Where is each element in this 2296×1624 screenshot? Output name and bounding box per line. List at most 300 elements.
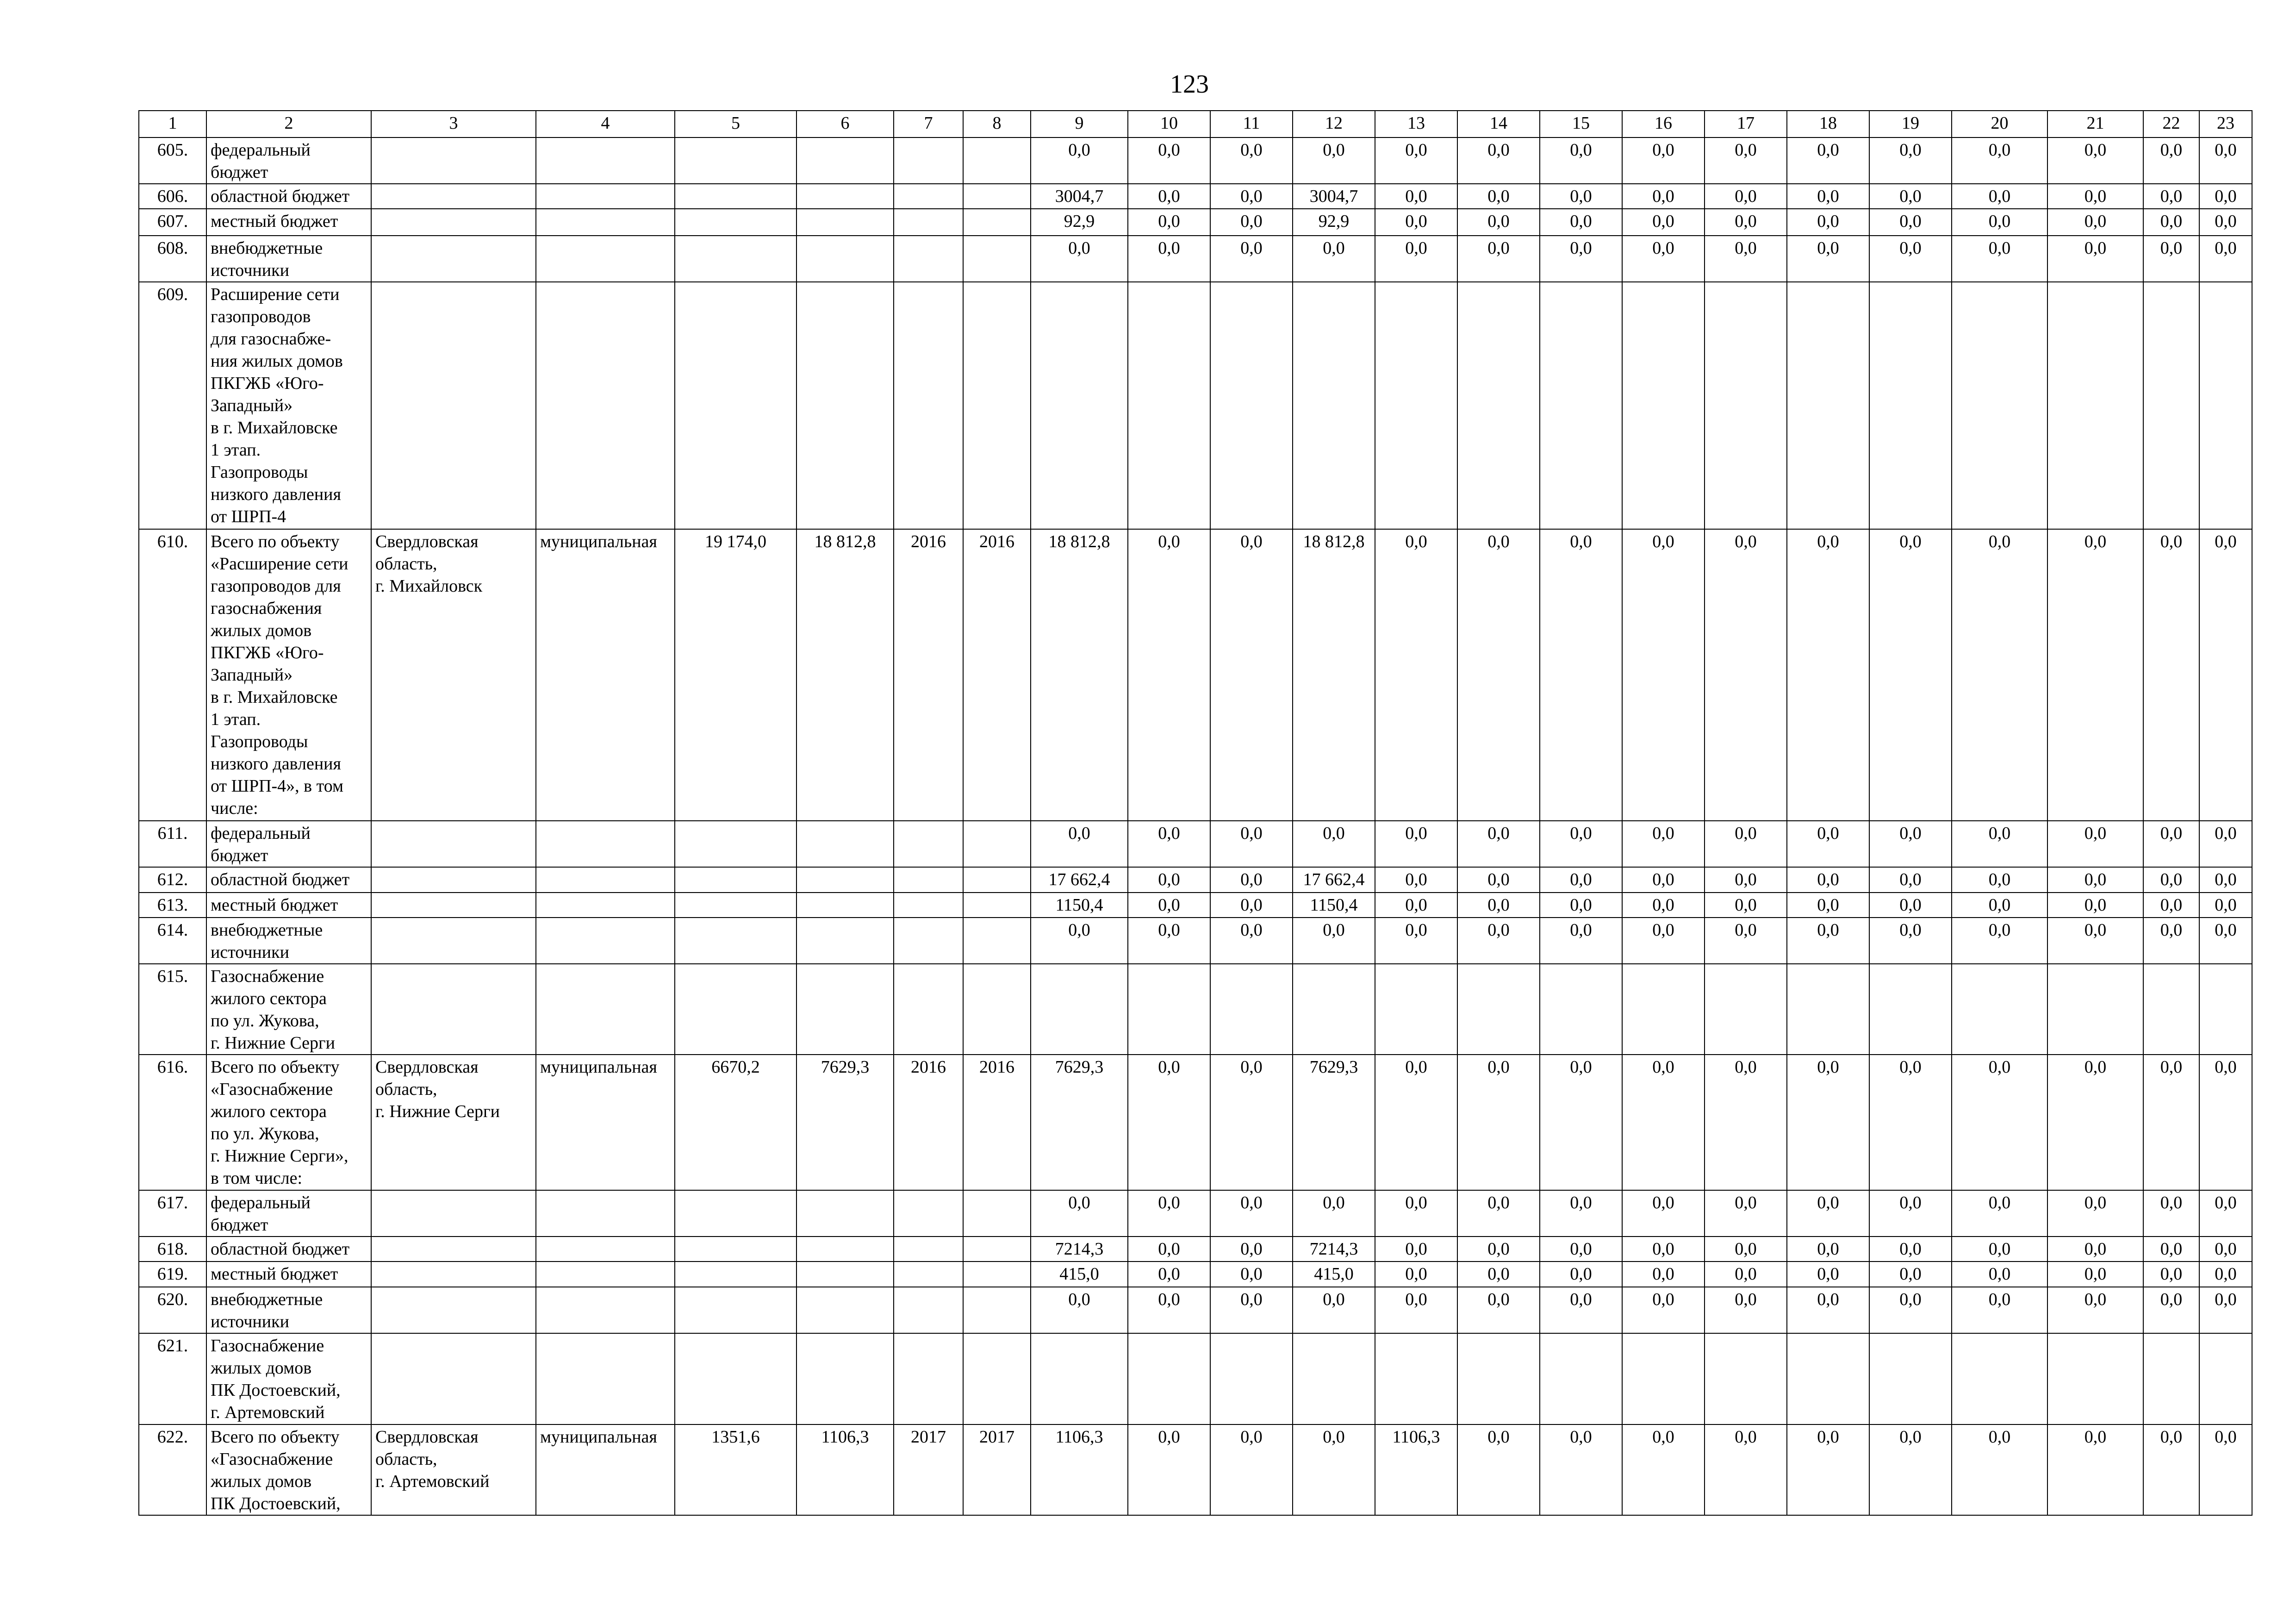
location: Свердловская область, г. Артемовский <box>371 1424 536 1515</box>
value-cell: 0,0 <box>1210 209 1293 236</box>
value-cell: 0,0 <box>1210 893 1293 918</box>
value-cell: 7214,3 <box>1293 1237 1375 1262</box>
row-name: областной бюджет <box>206 184 371 209</box>
col8-year <box>963 1237 1031 1262</box>
row-number: 620. <box>139 1287 206 1333</box>
column-header: 23 <box>2199 111 2252 137</box>
value-cell: 0,0 <box>1952 1190 2047 1237</box>
value-cell: 3004,7 <box>1031 184 1128 209</box>
col7-year: 2017 <box>894 1424 963 1515</box>
row-name: внебюджетные источники <box>206 1287 371 1333</box>
value-cell: 0,0 <box>1869 137 1952 184</box>
value-cell: 0,0 <box>1293 918 1375 964</box>
value-cell: 0,0 <box>2047 1262 2143 1287</box>
value-cell: 0,0 <box>1210 184 1293 209</box>
value-cell: 18 812,8 <box>1293 529 1375 821</box>
value-cell: 0,0 <box>1869 1262 1952 1287</box>
location: Свердловская область, г. Михайловск <box>371 529 536 821</box>
value-cell: 0,0 <box>2199 529 2252 821</box>
column-header: 13 <box>1375 111 1457 137</box>
value-cell: 0,0 <box>2199 1424 2252 1515</box>
table-row <box>139 893 2252 918</box>
value-cell: 0,0 <box>2143 1262 2199 1287</box>
value-cell: 0,0 <box>1705 1424 1787 1515</box>
value-cell: 0,0 <box>2199 821 2252 867</box>
value-cell: 92,9 <box>1031 209 1128 236</box>
column-header: 15 <box>1540 111 1622 137</box>
value-cell: 0,0 <box>1952 1055 2047 1190</box>
value-cell: 0,0 <box>1375 821 1457 867</box>
value-cell: 0,0 <box>1787 529 1869 821</box>
value-cell: 0,0 <box>1787 236 1869 282</box>
col6-value <box>796 236 894 282</box>
value-cell: 0,0 <box>1540 137 1622 184</box>
value-cell: 0,0 <box>1787 918 1869 964</box>
value-cell: 0,0 <box>2047 137 2143 184</box>
col7-year <box>894 184 963 209</box>
table-row <box>139 529 2252 821</box>
value-cell <box>1952 1333 2047 1424</box>
value-cell: 0,0 <box>1622 209 1705 236</box>
value-cell: 0,0 <box>1787 1262 1869 1287</box>
location <box>371 1237 536 1262</box>
value-cell: 0,0 <box>2047 918 2143 964</box>
value-cell: 0,0 <box>1787 1287 1869 1333</box>
row-name: Всего по объекту «Газоснабжение жилого сектора по ул. Жукова, г. Нижние Серги», в том числе: <box>206 1055 371 1190</box>
value-cell: 0,0 <box>1705 184 1787 209</box>
col5-value: 1351,6 <box>675 1424 796 1515</box>
value-cell: 0,0 <box>1540 1287 1622 1333</box>
value-cell: 0,0 <box>1540 209 1622 236</box>
value-cell: 0,0 <box>1705 821 1787 867</box>
value-cell: 0,0 <box>1128 184 1210 209</box>
col8-year <box>963 1190 1031 1237</box>
value-cell: 0,0 <box>2199 918 2252 964</box>
value-cell: 0,0 <box>1705 137 1787 184</box>
value-cell <box>1787 964 1869 1055</box>
value-cell: 0,0 <box>1622 867 1705 893</box>
value-cell <box>1210 1333 1293 1424</box>
row-name: федеральный бюджет <box>206 1190 371 1237</box>
col7-year <box>894 236 963 282</box>
ownership <box>536 964 675 1055</box>
value-cell: 0,0 <box>2143 1190 2199 1237</box>
value-cell <box>1457 282 1540 529</box>
col7-year <box>894 893 963 918</box>
col5-value <box>675 918 796 964</box>
ownership <box>536 1237 675 1262</box>
value-cell: 0,0 <box>1210 918 1293 964</box>
value-cell: 0,0 <box>1210 1262 1293 1287</box>
value-cell: 0,0 <box>1128 1055 1210 1190</box>
value-cell: 0,0 <box>1457 137 1540 184</box>
column-header: 10 <box>1128 111 1210 137</box>
col6-value: 18 812,8 <box>796 529 894 821</box>
value-cell: 0,0 <box>1869 1190 1952 1237</box>
table-row <box>139 184 2252 209</box>
table-row <box>139 236 2252 282</box>
col6-value <box>796 1190 894 1237</box>
table-row <box>139 964 2252 1055</box>
value-cell <box>1705 1333 1787 1424</box>
value-cell: 3004,7 <box>1293 184 1375 209</box>
value-cell: 0,0 <box>1375 1287 1457 1333</box>
ownership <box>536 1190 675 1237</box>
value-cell: 0,0 <box>1622 1262 1705 1287</box>
column-header: 12 <box>1293 111 1375 137</box>
value-cell <box>1210 964 1293 1055</box>
table-row <box>139 821 2252 867</box>
value-cell: 0,0 <box>2047 1287 2143 1333</box>
table-row <box>139 1055 2252 1190</box>
col8-year: 2017 <box>963 1424 1031 1515</box>
value-cell: 0,0 <box>1210 236 1293 282</box>
col6-value <box>796 821 894 867</box>
value-cell: 0,0 <box>1210 1237 1293 1262</box>
value-cell <box>1622 1333 1705 1424</box>
row-number: 615. <box>139 964 206 1055</box>
value-cell: 0,0 <box>1457 1237 1540 1262</box>
value-cell: 0,0 <box>2143 236 2199 282</box>
value-cell: 0,0 <box>1622 1424 1705 1515</box>
row-number: 608. <box>139 236 206 282</box>
location <box>371 1262 536 1287</box>
value-cell: 0,0 <box>2047 1190 2143 1237</box>
col5-value <box>675 137 796 184</box>
col8-year: 2016 <box>963 1055 1031 1190</box>
value-cell: 0,0 <box>2047 821 2143 867</box>
col6-value <box>796 137 894 184</box>
col7-year <box>894 918 963 964</box>
value-cell: 0,0 <box>1952 918 2047 964</box>
location <box>371 918 536 964</box>
value-cell: 0,0 <box>1869 209 1952 236</box>
col5-value <box>675 1333 796 1424</box>
col8-year <box>963 1287 1031 1333</box>
ownership <box>536 209 675 236</box>
value-cell: 0,0 <box>1128 867 1210 893</box>
ownership <box>536 1287 675 1333</box>
value-cell: 0,0 <box>1869 529 1952 821</box>
col6-value <box>796 282 894 529</box>
value-cell: 0,0 <box>2199 1287 2252 1333</box>
value-cell: 0,0 <box>2199 236 2252 282</box>
value-cell: 0,0 <box>2047 1055 2143 1190</box>
value-cell: 0,0 <box>1128 209 1210 236</box>
value-cell <box>1031 282 1128 529</box>
value-cell: 0,0 <box>1869 1287 1952 1333</box>
value-cell <box>1540 282 1622 529</box>
ownership <box>536 1333 675 1424</box>
value-cell: 0,0 <box>2143 209 2199 236</box>
value-cell: 0,0 <box>2143 893 2199 918</box>
column-header: 22 <box>2143 111 2199 137</box>
row-number: 614. <box>139 918 206 964</box>
value-cell: 0,0 <box>1622 1055 1705 1190</box>
value-cell: 0,0 <box>1293 1190 1375 1237</box>
value-cell: 0,0 <box>1293 1287 1375 1333</box>
value-cell: 0,0 <box>1952 893 2047 918</box>
column-header: 3 <box>371 111 536 137</box>
col5-value <box>675 1287 796 1333</box>
ownership: муниципальная <box>536 1055 675 1190</box>
value-cell: 0,0 <box>1952 1287 2047 1333</box>
value-cell: 0,0 <box>2047 1424 2143 1515</box>
column-header: 18 <box>1787 111 1869 137</box>
col8-year <box>963 964 1031 1055</box>
value-cell: 0,0 <box>1375 893 1457 918</box>
value-cell <box>2199 964 2252 1055</box>
value-cell <box>1952 282 2047 529</box>
row-name: внебюджетные источники <box>206 236 371 282</box>
value-cell: 0,0 <box>1622 529 1705 821</box>
value-cell: 0,0 <box>1952 137 2047 184</box>
value-cell: 0,0 <box>1622 893 1705 918</box>
value-cell: 0,0 <box>1622 918 1705 964</box>
value-cell: 0,0 <box>2199 1237 2252 1262</box>
col7-year <box>894 1333 963 1424</box>
value-cell <box>1031 964 1128 1055</box>
value-cell: 0,0 <box>1952 236 2047 282</box>
value-cell: 0,0 <box>2199 1190 2252 1237</box>
value-cell: 0,0 <box>1952 184 2047 209</box>
ownership <box>536 137 675 184</box>
ownership <box>536 893 675 918</box>
value-cell: 0,0 <box>1787 137 1869 184</box>
col6-value <box>796 209 894 236</box>
value-cell: 0,0 <box>1705 1190 1787 1237</box>
value-cell: 0,0 <box>1869 893 1952 918</box>
value-cell: 0,0 <box>1540 918 1622 964</box>
ownership <box>536 918 675 964</box>
value-cell: 1106,3 <box>1031 1424 1128 1515</box>
col5-value <box>675 893 796 918</box>
value-cell: 0,0 <box>1128 529 1210 821</box>
value-cell: 0,0 <box>2047 236 2143 282</box>
column-header: 17 <box>1705 111 1787 137</box>
row-number: 605. <box>139 137 206 184</box>
value-cell: 0,0 <box>1210 529 1293 821</box>
header-row <box>139 111 2252 137</box>
col7-year <box>894 821 963 867</box>
col8-year <box>963 867 1031 893</box>
value-cell: 7629,3 <box>1293 1055 1375 1190</box>
value-cell: 0,0 <box>1128 1190 1210 1237</box>
col5-value: 19 174,0 <box>675 529 796 821</box>
col7-year <box>894 1287 963 1333</box>
col6-value <box>796 1262 894 1287</box>
value-cell: 0,0 <box>1787 1055 1869 1190</box>
value-cell: 0,0 <box>1540 821 1622 867</box>
col5-value <box>675 1237 796 1262</box>
col6-value <box>796 918 894 964</box>
column-header: 14 <box>1457 111 1540 137</box>
value-cell: 0,0 <box>1457 1424 1540 1515</box>
value-cell: 0,0 <box>1457 1190 1540 1237</box>
value-cell: 0,0 <box>1457 821 1540 867</box>
value-cell: 0,0 <box>1375 1262 1457 1287</box>
value-cell: 0,0 <box>1869 821 1952 867</box>
col5-value <box>675 209 796 236</box>
table-row <box>139 282 2252 529</box>
row-number: 617. <box>139 1190 206 1237</box>
value-cell: 92,9 <box>1293 209 1375 236</box>
table-row <box>139 1287 2252 1333</box>
location <box>371 1333 536 1424</box>
row-name: областной бюджет <box>206 1237 371 1262</box>
value-cell: 0,0 <box>2199 1262 2252 1287</box>
location <box>371 184 536 209</box>
value-cell: 0,0 <box>1457 918 1540 964</box>
column-header: 9 <box>1031 111 1128 137</box>
value-cell: 0,0 <box>2047 893 2143 918</box>
location <box>371 236 536 282</box>
col6-value: 7629,3 <box>796 1055 894 1190</box>
value-cell <box>1540 964 1622 1055</box>
value-cell: 0,0 <box>1210 1287 1293 1333</box>
value-cell: 0,0 <box>1705 1287 1787 1333</box>
col6-value: 1106,3 <box>796 1424 894 1515</box>
value-cell: 0,0 <box>1540 529 1622 821</box>
value-cell: 0,0 <box>1622 1190 1705 1237</box>
value-cell <box>1622 282 1705 529</box>
value-cell: 0,0 <box>1128 821 1210 867</box>
value-cell: 0,0 <box>1210 1424 1293 1515</box>
value-cell: 0,0 <box>1457 867 1540 893</box>
col8-year <box>963 137 1031 184</box>
value-cell: 0,0 <box>1869 918 1952 964</box>
value-cell: 0,0 <box>1128 893 1210 918</box>
value-cell: 0,0 <box>1622 137 1705 184</box>
value-cell: 0,0 <box>1210 1055 1293 1190</box>
value-cell: 0,0 <box>1622 821 1705 867</box>
row-number: 609. <box>139 282 206 529</box>
col6-value <box>796 184 894 209</box>
col6-value <box>796 1237 894 1262</box>
value-cell: 0,0 <box>1457 236 1540 282</box>
value-cell: 0,0 <box>1031 821 1128 867</box>
row-name: Всего по объекту «Газоснабжение жилых домов ПК Достоевский, <box>206 1424 371 1515</box>
col6-value <box>796 1287 894 1333</box>
col7-year <box>894 282 963 529</box>
col8-year <box>963 1262 1031 1287</box>
column-header: 8 <box>963 111 1031 137</box>
value-cell: 0,0 <box>1869 1237 1952 1262</box>
value-cell: 0,0 <box>2047 209 2143 236</box>
value-cell: 0,0 <box>1540 184 1622 209</box>
value-cell: 0,0 <box>2047 1237 2143 1262</box>
value-cell: 0,0 <box>1952 1262 2047 1287</box>
value-cell: 0,0 <box>1031 137 1128 184</box>
column-header: 19 <box>1869 111 1952 137</box>
col5-value <box>675 821 796 867</box>
value-cell: 0,0 <box>1031 236 1128 282</box>
ownership <box>536 821 675 867</box>
value-cell <box>1622 964 1705 1055</box>
row-name: местный бюджет <box>206 1262 371 1287</box>
row-number: 606. <box>139 184 206 209</box>
value-cell <box>2143 964 2199 1055</box>
value-cell: 0,0 <box>2143 137 2199 184</box>
value-cell: 0,0 <box>2143 1237 2199 1262</box>
location <box>371 964 536 1055</box>
value-cell: 0,0 <box>2199 1055 2252 1190</box>
value-cell: 0,0 <box>1952 1237 2047 1262</box>
col8-year <box>963 821 1031 867</box>
value-cell: 0,0 <box>1622 236 1705 282</box>
value-cell: 0,0 <box>1031 918 1128 964</box>
col8-year <box>963 893 1031 918</box>
column-header: 1 <box>139 111 206 137</box>
value-cell <box>1293 1333 1375 1424</box>
value-cell: 0,0 <box>1787 209 1869 236</box>
value-cell: 18 812,8 <box>1031 529 1128 821</box>
value-cell: 0,0 <box>2047 867 2143 893</box>
value-cell: 0,0 <box>1869 184 1952 209</box>
value-cell: 0,0 <box>1952 209 2047 236</box>
location <box>371 209 536 236</box>
value-cell: 0,0 <box>1457 1055 1540 1190</box>
value-cell: 0,0 <box>2143 529 2199 821</box>
value-cell: 0,0 <box>1787 821 1869 867</box>
value-cell: 0,0 <box>1705 1262 1787 1287</box>
value-cell: 0,0 <box>2143 1055 2199 1190</box>
col8-year <box>963 918 1031 964</box>
col8-year <box>963 1333 1031 1424</box>
value-cell: 415,0 <box>1293 1262 1375 1287</box>
value-cell: 7629,3 <box>1031 1055 1128 1190</box>
value-cell: 0,0 <box>1128 1237 1210 1262</box>
value-cell: 0,0 <box>1540 1424 1622 1515</box>
value-cell: 0,0 <box>1293 1424 1375 1515</box>
value-cell: 0,0 <box>1375 184 1457 209</box>
table-row <box>139 1333 2252 1424</box>
value-cell: 0,0 <box>1540 1262 1622 1287</box>
ownership: муниципальная <box>536 529 675 821</box>
row-name: областной бюджет <box>206 867 371 893</box>
value-cell: 0,0 <box>2199 209 2252 236</box>
column-header: 16 <box>1622 111 1705 137</box>
table-row <box>139 1190 2252 1237</box>
value-cell: 0,0 <box>2199 137 2252 184</box>
row-number: 607. <box>139 209 206 236</box>
value-cell: 0,0 <box>2143 821 2199 867</box>
location <box>371 282 536 529</box>
value-cell: 0,0 <box>1128 137 1210 184</box>
ownership <box>536 282 675 529</box>
value-cell: 0,0 <box>1787 1237 1869 1262</box>
row-name: местный бюджет <box>206 209 371 236</box>
value-cell: 0,0 <box>1705 1237 1787 1262</box>
value-cell: 0,0 <box>1210 137 1293 184</box>
value-cell <box>2047 282 2143 529</box>
column-header: 4 <box>536 111 675 137</box>
value-cell: 0,0 <box>1375 867 1457 893</box>
row-number: 619. <box>139 1262 206 1287</box>
row-name: Расширение сети газопроводов для газоснабже- ния жилых домов ПКГЖБ «Юго- Западный» в г. Михайловске 1 этап. Газопроводы низкого давления от ШРП-4 <box>206 282 371 529</box>
row-number: 618. <box>139 1237 206 1262</box>
value-cell: 0,0 <box>1705 867 1787 893</box>
value-cell <box>1705 964 1787 1055</box>
table-row <box>139 209 2252 236</box>
col5-value <box>675 282 796 529</box>
value-cell: 0,0 <box>1869 1424 1952 1515</box>
value-cell: 1106,3 <box>1375 1424 1457 1515</box>
table-row <box>139 1237 2252 1262</box>
location: Свердловская область, г. Нижние Серги <box>371 1055 536 1190</box>
ownership <box>536 184 675 209</box>
row-number: 616. <box>139 1055 206 1190</box>
